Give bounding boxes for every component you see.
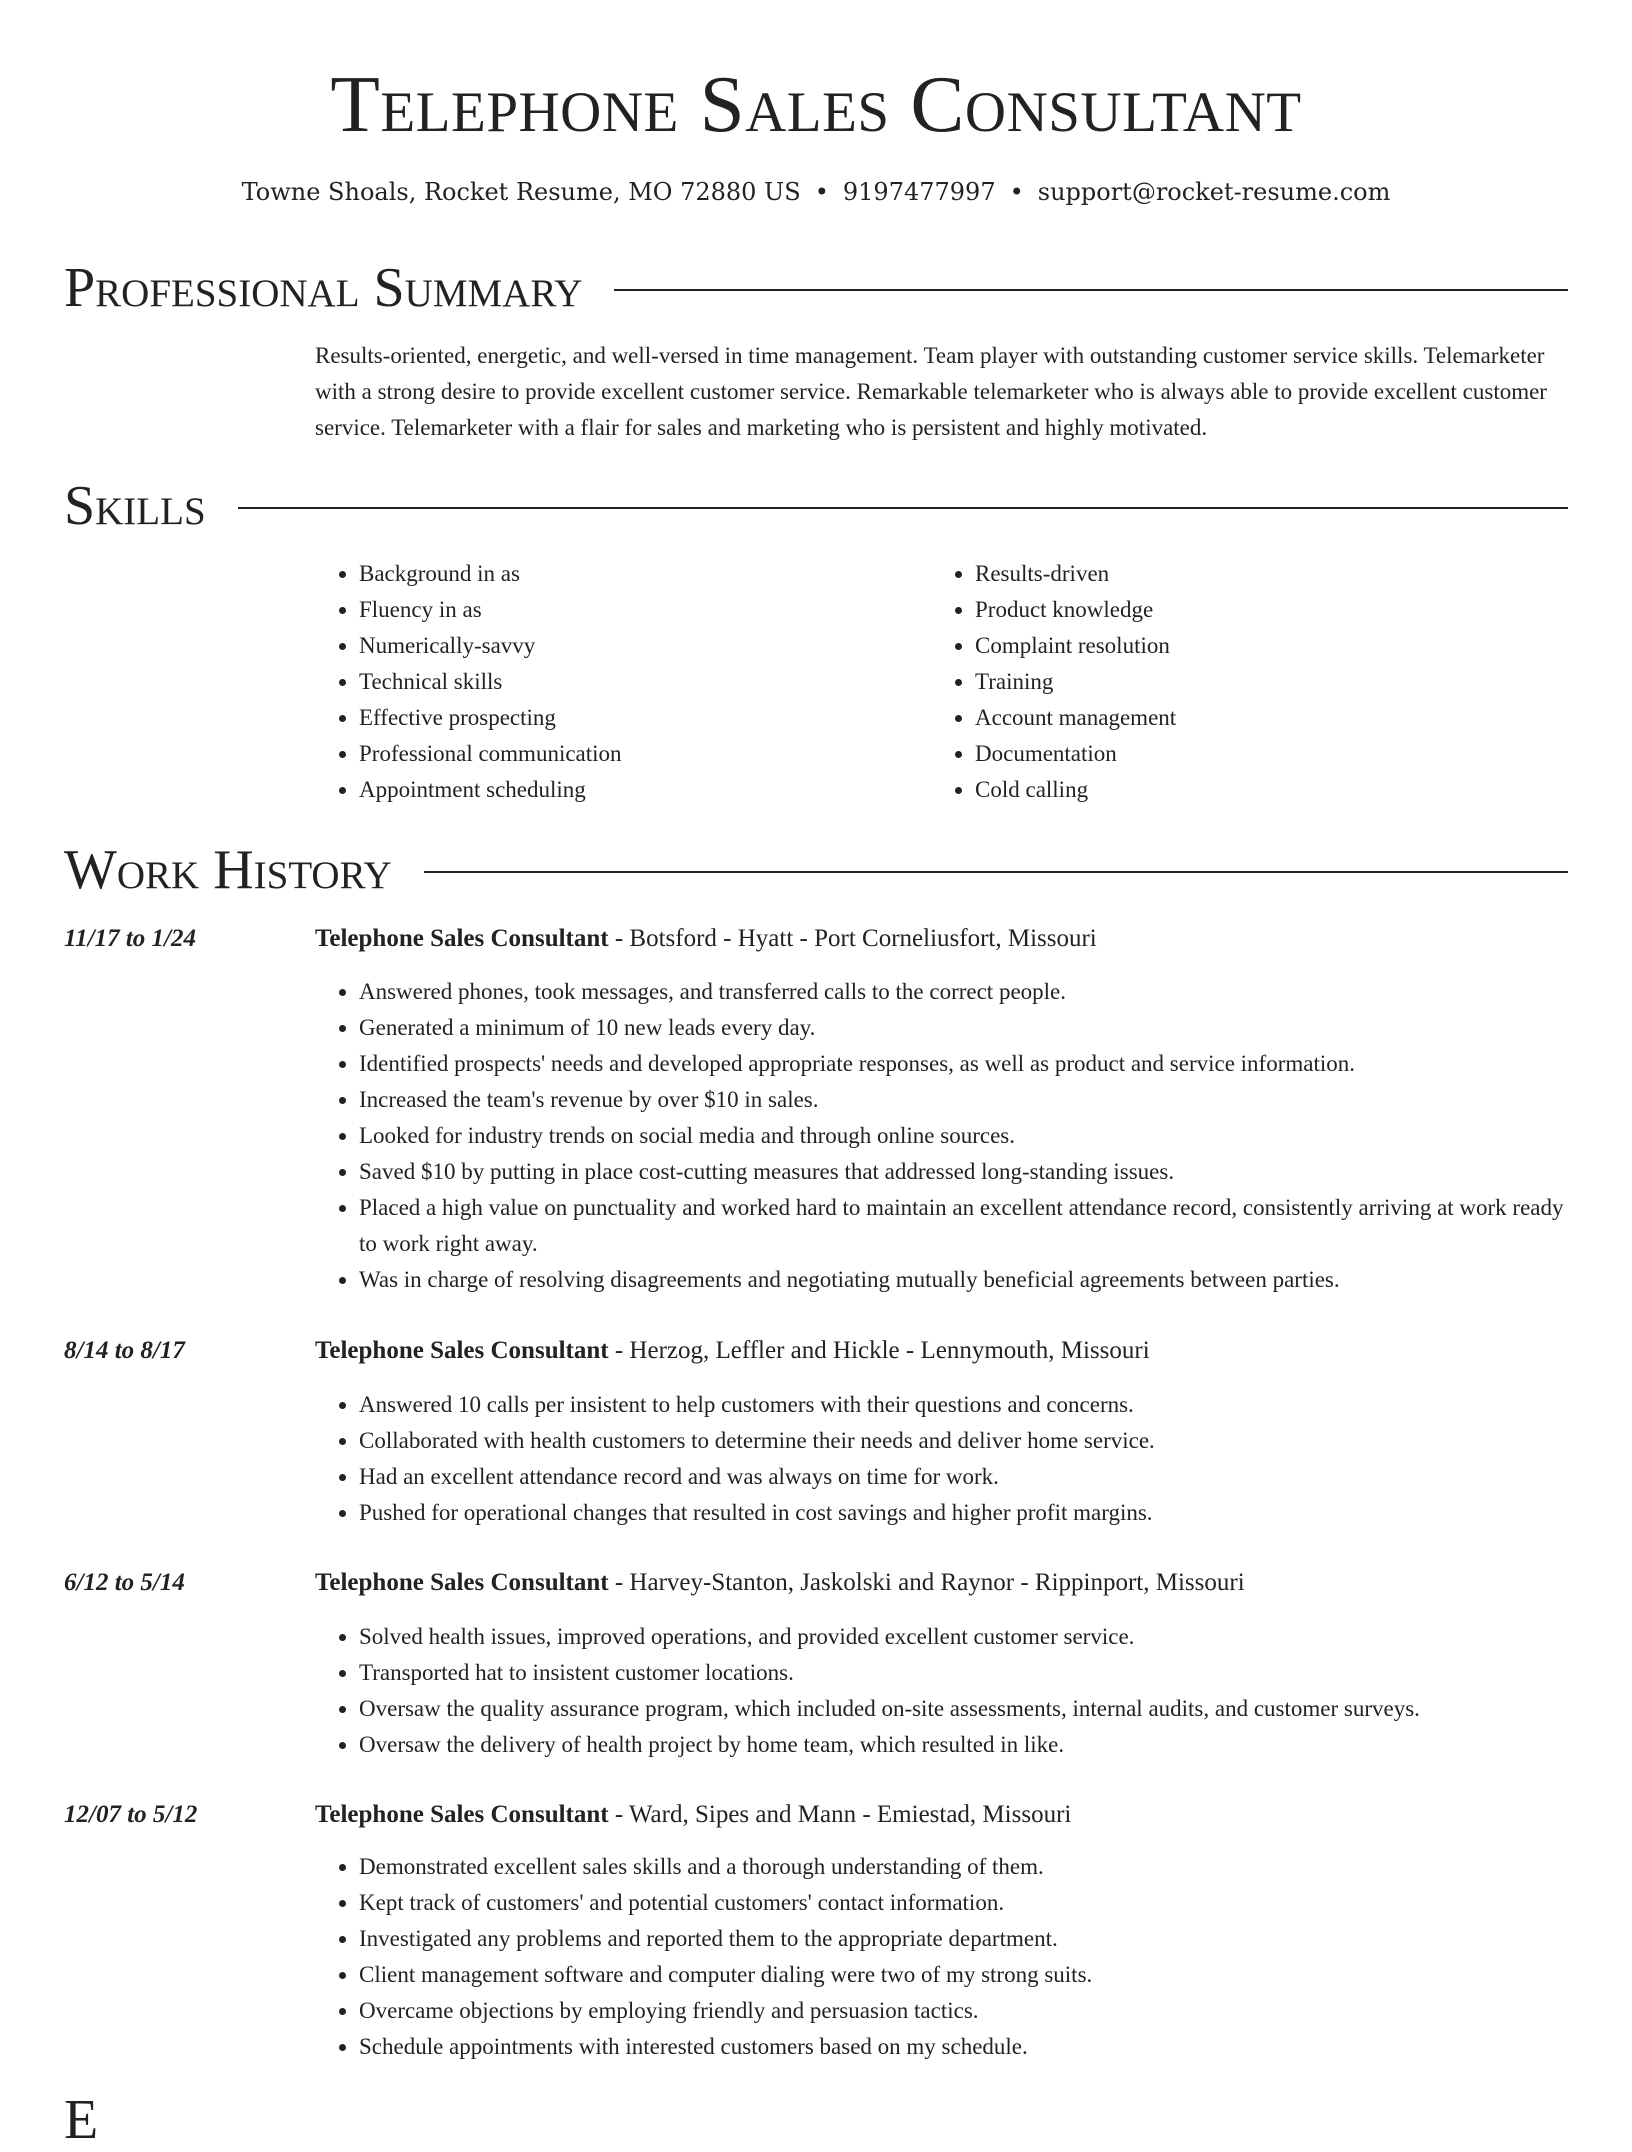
- job-bullets: [315, 974, 1568, 1298]
- job-bullet: • Generated a minimum of 10 new leads every day.: [359, 1010, 1568, 1046]
- skill-item: • Complaint resolution: [975, 628, 1176, 664]
- job-headline: [315, 1331, 1568, 1371]
- contact-email: support@rocket-resume.com: [1037, 178, 1391, 206]
- job-bullet: • Identified prospects' needs and developed appropriate responses, as well as product and service information.: [359, 1046, 1568, 1082]
- job-bullets: [315, 1387, 1568, 1531]
- job-headline: [315, 919, 1568, 959]
- skills-column-right: [931, 556, 1176, 808]
- job-bullet: • Had an excellent attendance record and was always on time for work.: [359, 1459, 1568, 1495]
- job-bullets: [315, 1619, 1568, 1763]
- job-bullet: • Schedule appointments with interested customers based on my schedule.: [359, 2029, 1568, 2065]
- job-bullet: • Placed a high value on punctuality and worked hard to maintain an excellent attendance record, consistently arriving at work ready to work right away.: [359, 1190, 1568, 1262]
- job-bullet: • Investigated any problems and reported them to the appropriate department.: [359, 1921, 1568, 1957]
- job-title: Telephone Sales Consultant: [315, 1337, 609, 1364]
- skill-item: • Training: [975, 664, 1176, 700]
- skill-item: • Cold calling: [975, 772, 1176, 808]
- job-bullet: • Answered 10 calls per insistent to help customers with their questions and concerns.: [359, 1387, 1568, 1423]
- job-title: Telephone Sales Consultant: [315, 1569, 609, 1596]
- job-headline: [315, 1563, 1568, 1603]
- skill-item: • Background in as: [359, 556, 931, 592]
- job-employer: - Herzog, Leffler and Hickle - Lennymouth, Missouri: [608, 1337, 1150, 1364]
- job-bullets: [315, 1849, 1568, 2065]
- job-bullet: • Pushed for operational changes that resulted in cost savings and higher profit margins.: [359, 1495, 1568, 1531]
- job-bullet: • Collaborated with health customers to determine their needs and deliver home service.: [359, 1423, 1568, 1459]
- skill-item: • Professional communication: [359, 736, 931, 772]
- job-dates: 6/12 to 5/14: [64, 1569, 185, 1596]
- next-section-heading-partial: E: [64, 2089, 99, 2151]
- job-bullet: • Oversaw the quality assurance program, which included on-site assessments, internal audits, and customer surveys.: [359, 1691, 1568, 1727]
- section-divider: [614, 289, 1568, 291]
- contact-line: [0, 172, 1632, 212]
- skill-item: • Numerically-savvy: [359, 628, 931, 664]
- contact-phone: 9197477997: [842, 178, 996, 206]
- work-history-heading: [64, 838, 1568, 902]
- job-bullet: • Solved health issues, improved operations, and provided excellent customer service.: [359, 1619, 1568, 1655]
- section-title: Work History: [64, 839, 392, 901]
- job-bullet: • Answered phones, took messages, and transferred calls to the correct people.: [359, 974, 1568, 1010]
- section-title: Skills: [64, 475, 206, 537]
- job-bullet: • Client management software and computer dialing were two of my strong suits.: [359, 1957, 1568, 1993]
- skill-item: • Appointment scheduling: [359, 772, 931, 808]
- section-title: Professional Summary: [64, 257, 583, 319]
- job-bullet: • Overcame objections by employing friendly and persuasion tactics.: [359, 1993, 1568, 2029]
- job-bullet: • Demonstrated excellent sales skills and a thorough understanding of them.: [359, 1849, 1568, 1885]
- skill-item: • Effective prospecting: [359, 700, 931, 736]
- job-bullet: • Kept track of customers' and potential customers' contact information.: [359, 1885, 1568, 1921]
- job-bullet: • Transported hat to insistent customer locations.: [359, 1655, 1568, 1691]
- job-title: Telephone Sales Consultant: [315, 925, 609, 952]
- skill-item: • Fluency in as: [359, 592, 931, 628]
- skills-column-left: [315, 556, 931, 808]
- job-employer: - Ward, Sipes and Mann - Emiestad, Missouri: [608, 1801, 1072, 1828]
- job-dates: 8/14 to 8/17: [64, 1337, 185, 1364]
- skill-item: • Account management: [975, 700, 1176, 736]
- job-bullet: • Increased the team's revenue by over $10 in sales.: [359, 1082, 1568, 1118]
- summary-paragraph: Results-oriented, energetic, and well-versed in time management. Team player with outstanding customer service skills. Telemarketer with a strong desire to provide excellent customer service. Remarkable telemarketer who is always able to provide excellent customer service. Telemarketer with a flair for sales and marketing who is persistent and highly motivated.: [315, 343, 1547, 440]
- skills-heading: [64, 474, 1568, 538]
- job-employer: - Harvey-Stanton, Jaskolski and Raynor - Rippinport, Missouri: [608, 1569, 1245, 1596]
- skill-item: • Product knowledge: [975, 592, 1176, 628]
- contact-separator: •: [1009, 178, 1024, 206]
- job-bullet: • Was in charge of resolving disagreements and negotiating mutually beneficial agreements between parties.: [359, 1262, 1568, 1298]
- section-divider: [238, 507, 1568, 509]
- job-bullet: • Looked for industry trends on social media and through online sources.: [359, 1118, 1568, 1154]
- section-divider: [424, 871, 1568, 873]
- job-dates: 12/07 to 5/12: [64, 1801, 198, 1828]
- skill-item: • Results-driven: [975, 556, 1176, 592]
- skill-item: • Documentation: [975, 736, 1176, 772]
- job-title: Telephone Sales Consultant: [315, 1801, 609, 1828]
- skills-list: [315, 556, 1568, 808]
- job-bullet: • Saved $10 by putting in place cost-cutting measures that addressed long-standing issues.: [359, 1154, 1568, 1190]
- contact-address: Towne Shoals, Rocket Resume, MO 72880 US: [241, 178, 801, 206]
- contact-separator: •: [814, 178, 829, 206]
- candidate-name: Telephone Sales Consultant: [330, 59, 1302, 149]
- job-employer: - Botsford - Hyatt - Port Corneliusfort, Missouri: [608, 925, 1097, 952]
- job-dates: 11/17 to 1/24: [64, 925, 196, 952]
- job-bullet: • Oversaw the delivery of health project by home team, which resulted in like.: [359, 1727, 1568, 1763]
- professional-summary-heading: [64, 256, 1568, 320]
- skill-item: • Technical skills: [359, 664, 931, 700]
- job-headline: [315, 1795, 1568, 1835]
